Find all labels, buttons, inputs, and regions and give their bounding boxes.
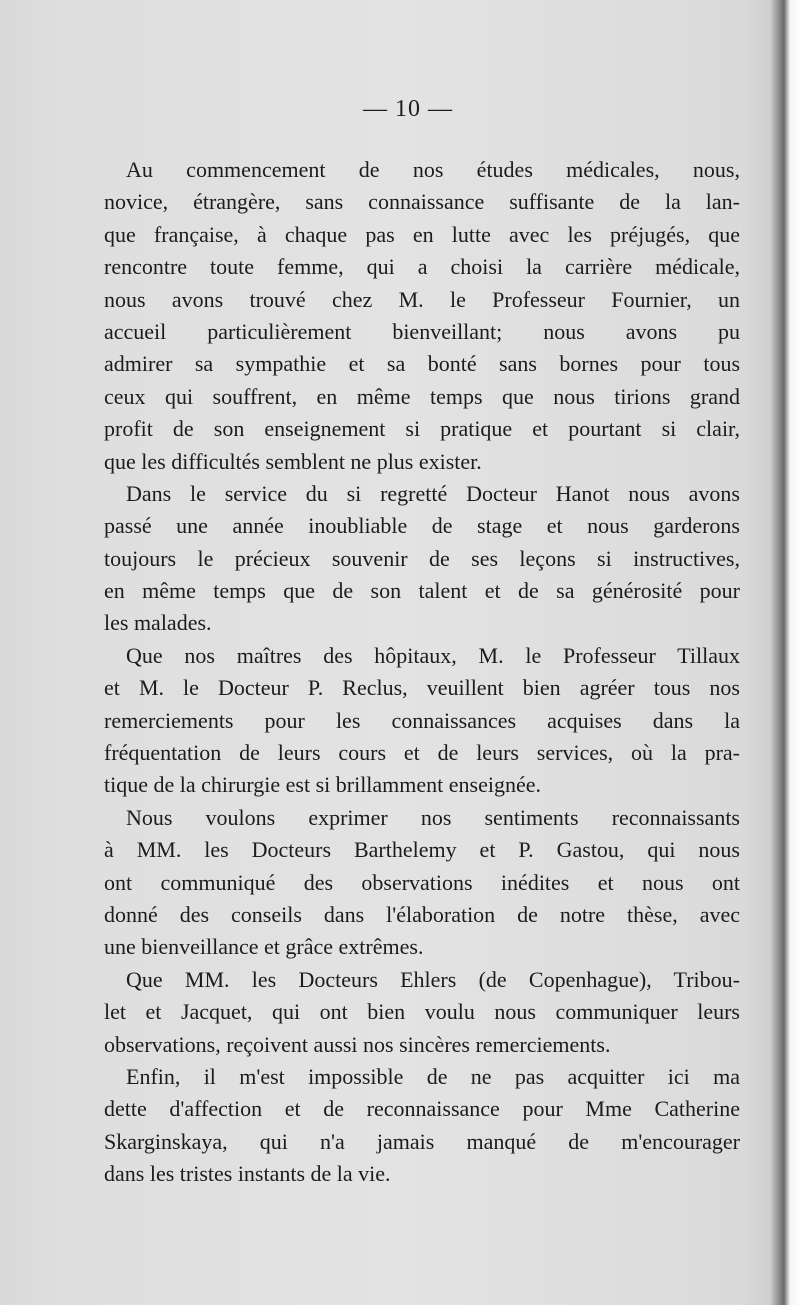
text-line: rencontre toute femme, qui a choisi la carrière médicale,	[104, 254, 740, 280]
text-line: et M. le Docteur P. Reclus, veuillent bien agréer tous nos	[104, 675, 740, 701]
text-line: à MM. les Docteurs Barthelemy et P. Gastou, qui nous	[104, 837, 740, 863]
text-line: les malades.	[104, 610, 212, 636]
text-line: accueil particulièrement bienveillant; nous avons pu	[104, 318, 740, 344]
text-line: observations, reçoivent aussi nos sincères remerciements.	[104, 1031, 611, 1057]
text-line: passé une année inoubliable de stage et nous garderons	[104, 513, 740, 539]
text-line: que française, à chaque pas en lutte avec les préjugés, que	[104, 221, 740, 247]
text-line: dette d'affection et de reconnaissance pour Mme Catherine	[104, 1096, 740, 1122]
text-line: Enfin, il m'est impossible de ne pas acquitter ici ma	[126, 1063, 740, 1089]
text-line: remerciements pour les connaissances acquises dans la	[104, 707, 740, 733]
text-line: Skarginskaya, qui n'a jamais manqué de m'encourager	[104, 1128, 740, 1154]
text-line: ceux qui souffrent, en même temps que nous tirions grand	[104, 383, 740, 409]
text-line: ont communiqué des observations inédites et nous ont	[104, 869, 740, 895]
text-line: nous avons trouvé chez M. le Professeur Fournier, un	[104, 286, 740, 312]
paragraph	[104, 1061, 740, 1191]
body-text	[104, 154, 740, 1191]
paragraph	[104, 964, 740, 1061]
text-line: let et Jacquet, qui ont bien voulu nous communiquer leurs	[104, 999, 740, 1025]
text-line: Dans le service du si regretté Docteur Hanot nous avons	[126, 480, 740, 506]
text-line: dans les tristes instants de la vie.	[104, 1161, 391, 1187]
paragraph	[104, 154, 740, 478]
page-number: — 10 —	[363, 96, 453, 122]
text-line: toujours le précieux souvenir de ses leçons si instructives,	[104, 545, 740, 571]
text-line: novice, étrangère, sans connaissance suffisante de la lan-	[104, 189, 740, 215]
text-line: Que MM. les Docteurs Ehlers (de Copenhague), Tribou-	[126, 966, 740, 992]
text-line: en même temps que de son talent et de sa générosité pour	[104, 578, 740, 604]
paragraph	[104, 802, 740, 964]
text-line: Nous voulons exprimer nos sentiments reconnaissants	[126, 804, 740, 830]
paragraph	[104, 640, 740, 802]
text-line: admirer sa sympathie et sa bonté sans bornes pour tous	[104, 351, 740, 377]
text-line: une bienveillance et grâce extrêmes.	[104, 934, 424, 960]
text-line: profit de son enseignement si pratique et pourtant si clair,	[104, 416, 740, 442]
text-line: Au commencement de nos études médicales, nous,	[126, 157, 740, 182]
paragraph	[104, 478, 740, 640]
text-line: Que nos maîtres des hôpitaux, M. le Professeur Tillaux	[126, 642, 740, 668]
text-line: donné des conseils dans l'élaboration de notre thèse, avec	[104, 901, 740, 927]
text-line: que les difficultés semblent ne plus exister.	[104, 448, 482, 474]
text-line: fréquentation de leurs cours et de leurs services, où la pra-	[104, 740, 740, 766]
text-line: tique de la chirurgie est si brillamment enseignée.	[104, 772, 542, 798]
